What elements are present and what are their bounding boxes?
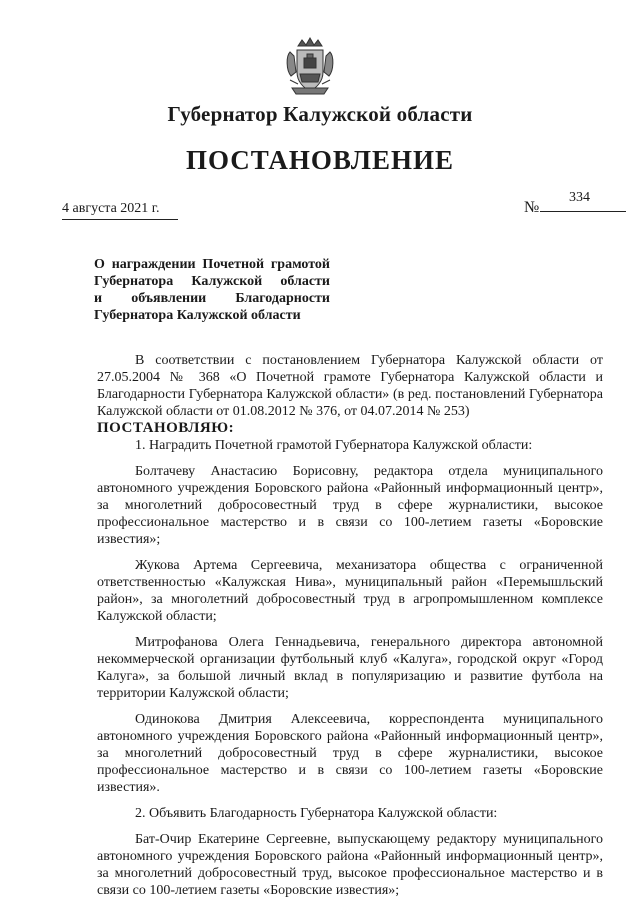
subject-line: Губернатора Калужской области <box>94 308 301 323</box>
subject-line: Губернатора Калужской области <box>94 274 330 289</box>
document-date: 4 августа 2021 г. <box>62 201 160 216</box>
preamble: В соответствии с постановлением Губернатора Калужской области от 27.05.2004 № 368 «О Почетной грамоте Губернатора Калужской области и Благодарности Губернатора Калужской области» (в ред. постановлений Губернатора Калужской области от 01.08.2012 № 376, от 04.07.2014 № 253) <box>97 353 603 419</box>
date-underline <box>62 219 178 220</box>
subject-line: О награждении Почетной грамотой <box>94 257 330 272</box>
award-entry: Болтачеву Анастасию Борисовну, редактора отдела муниципального автономного учреждения Боровского района «Районный информационный центр», за многолетний добросовестный труд в сфере журналистики, высокое профессиональное мастерство и в связи со 100-летием газеты «Боровские известия»; <box>97 464 603 547</box>
document-type-heading: ПОСТАНОВЛЕНИЕ <box>185 145 455 175</box>
number-sign: № <box>524 199 540 216</box>
item-1-heading: 1. Наградить Почетной грамотой Губернатора Калужской области: <box>135 438 533 453</box>
award-entry: Митрофанова Олега Геннадьевича, генерального директора автономной некоммерческой организации футбольный клуб «Калуга», городской округ «Город Калуга», за большой личный вклад в популяризацию и развитие футбола на территории Калужской области; <box>97 635 603 701</box>
gratitude-entry: Бат-Очир Екатерине Сергеевне, выпускающему редактору муниципального автономного учреждения Боровского района «Районный информационный центр», за многолетний добросовестный труд, высокое профессиональное мастерство и в связи со 100-летием газеты «Боровские известия»; <box>97 832 603 898</box>
subject-line: и объявлении Благодарности <box>94 291 330 306</box>
item-2-heading: 2. Объявить Благодарность Губернатора Калужской области: <box>135 806 498 821</box>
authority-title: Губернатор Калужской области <box>167 102 473 126</box>
document-number: 334 <box>569 190 590 205</box>
resolve-heading: ПОСТАНОВЛЯЮ: <box>97 420 235 436</box>
kaluga-coat-of-arms-icon <box>284 36 336 98</box>
document-body <box>97 352 603 908</box>
document-subject <box>94 256 330 324</box>
date-block <box>62 199 159 217</box>
award-entry: Одинокова Дмитрия Алексеевича, корреспондента муниципального автономного учреждения Боровского района «Районный информационный центр», за многолетний добросовестный труд в сфере журналистики, высокое профессиональное мастерство и в связи со 100-летием газеты «Боровские известия». <box>97 712 603 795</box>
number-underline <box>540 211 626 212</box>
award-entry: Жукова Артема Сергеевича, механизатора общества с ограниченной ответственностью «Калужская Нива», муниципальный район «Перемышльский район», за многолетний добросовестный труд в агропромышленном комплексе Калужской области; <box>97 558 603 624</box>
